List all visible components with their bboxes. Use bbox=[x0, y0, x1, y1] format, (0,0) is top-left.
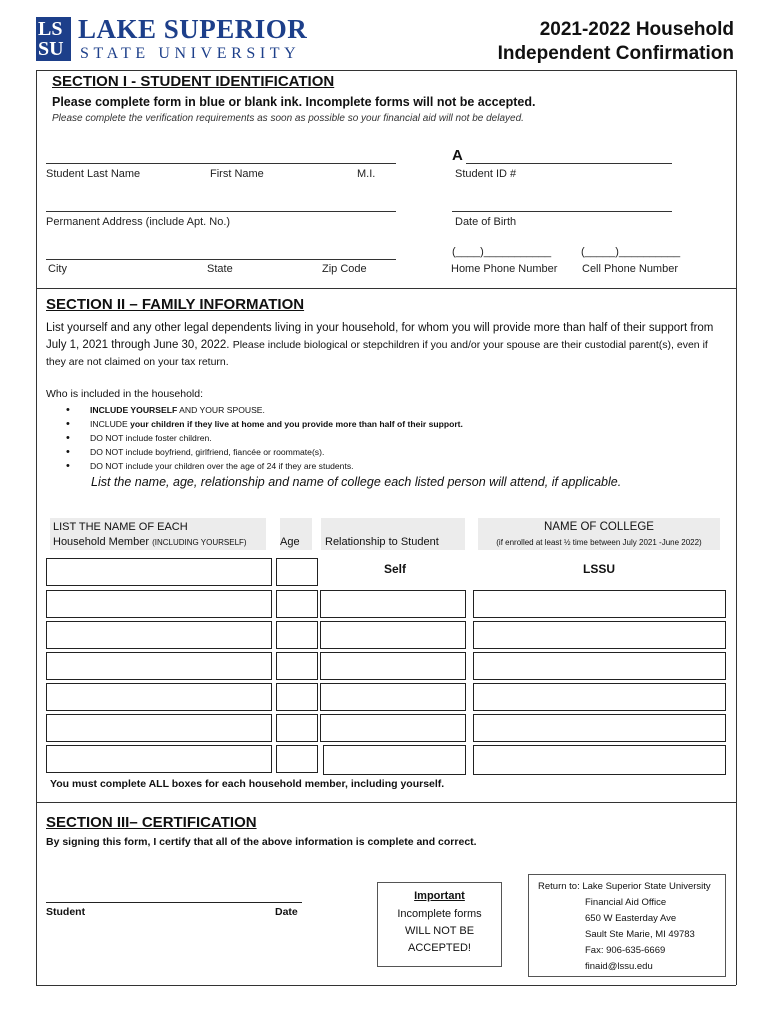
home-phone-field[interactable]: (____)___________ bbox=[452, 246, 552, 258]
address-field[interactable] bbox=[46, 211, 396, 212]
member-age-input[interactable] bbox=[276, 652, 318, 680]
return-line2: Financial Aid Office bbox=[585, 897, 667, 908]
logo-mark-bottom: SU bbox=[38, 38, 64, 60]
member-header: LIST THE NAME OF EACH Household Member (INCLUDING YOURSELF) bbox=[50, 518, 266, 550]
dob-field[interactable] bbox=[452, 211, 672, 212]
top-rule bbox=[36, 70, 736, 71]
member-name-input[interactable] bbox=[46, 745, 272, 773]
member-age-input[interactable] bbox=[276, 621, 318, 649]
important-line1: Incomplete forms bbox=[397, 908, 482, 920]
member-relationship-input[interactable] bbox=[320, 621, 466, 649]
relationship-header: Relationship to Student bbox=[321, 518, 465, 550]
family-instructions-1: List yourself and any other legal dependents living in your household, for whom you will provide more than half of their support from July 1, 2021 through June 30, 2022. bbox=[46, 322, 714, 351]
member-college-input[interactable] bbox=[473, 652, 726, 680]
rule-item: • DO NOT include your children over the age of 24 if they are students. bbox=[66, 459, 463, 473]
member-college-input[interactable] bbox=[473, 714, 726, 742]
member-age-input[interactable] bbox=[276, 714, 318, 742]
return-line3: 650 W Easterday Ave bbox=[585, 913, 677, 924]
last-name-label: Student Last Name bbox=[46, 168, 141, 180]
date-label: Date bbox=[275, 906, 298, 918]
member-college-input[interactable] bbox=[473, 745, 726, 775]
family-instructions-2: Please include biological or stepchildren if you and/or your spouse are their custodial parent(s), even if they are not claimed on your tax return. bbox=[46, 339, 708, 368]
city-state-zip-field[interactable] bbox=[46, 259, 396, 260]
table-footnote: You must complete ALL boxes for each household member, including yourself. bbox=[50, 778, 445, 790]
member-college-input[interactable] bbox=[473, 621, 726, 649]
return-line1: Return to: Lake Superior State University bbox=[538, 881, 711, 892]
logo-mark-top: LS bbox=[38, 18, 63, 40]
important-line2: WILL NOT BE bbox=[404, 925, 475, 937]
member-college-input[interactable] bbox=[473, 683, 726, 711]
first-name-label: First Name bbox=[210, 168, 264, 180]
member-relationship-input[interactable] bbox=[320, 714, 466, 742]
household-rules-list bbox=[66, 403, 463, 473]
cell-phone-field[interactable]: (_____)__________ bbox=[581, 246, 681, 258]
rule-item: • INCLUDE YOURSELF AND YOUR SPOUSE. bbox=[66, 403, 463, 417]
student-name-field[interactable] bbox=[46, 163, 396, 164]
mi-label: M.I. bbox=[357, 168, 376, 180]
important-title: Important bbox=[414, 890, 465, 902]
college-lssu: LSSU bbox=[583, 562, 616, 576]
form-title bbox=[498, 18, 734, 66]
member-age-input[interactable] bbox=[276, 558, 318, 586]
logo-subtitle: STATE UNIVERSITY bbox=[80, 45, 301, 62]
member-age-input[interactable] bbox=[276, 745, 318, 773]
rule-item: • INCLUDE your children if they live at home and you provide more than half of their support. bbox=[66, 417, 463, 431]
college-header: NAME OF COLLEGE (if enrolled at least ½ time between July 2021 -June 2022) bbox=[478, 518, 720, 550]
verification-note: Please complete the verification requirements as soon as possible so your financial aid will not be delayed. bbox=[52, 113, 524, 124]
student-id-label: Student ID # bbox=[455, 168, 517, 180]
family-instructions bbox=[46, 320, 726, 371]
member-college-input[interactable] bbox=[473, 590, 726, 618]
member-relationship-input[interactable] bbox=[320, 590, 466, 618]
form-title-line1: 2021-2022 Household bbox=[539, 19, 734, 40]
address-label: Permanent Address (include Apt. No.) bbox=[46, 216, 231, 228]
signature-line[interactable] bbox=[46, 902, 302, 903]
return-fax: Fax: 906-635-6669 bbox=[585, 945, 666, 956]
lssu-logo-mark bbox=[36, 17, 71, 61]
member-name-input[interactable] bbox=[46, 621, 272, 649]
section-1-heading: SECTION I - STUDENT IDENTIFICATION bbox=[52, 73, 335, 90]
section-divider-1 bbox=[36, 288, 736, 289]
city-label: City bbox=[48, 263, 67, 275]
section-divider-2 bbox=[36, 802, 736, 803]
important-line3: ACCEPTED! bbox=[408, 942, 471, 954]
state-label: State bbox=[207, 263, 233, 275]
return-address bbox=[528, 874, 726, 977]
home-phone-label: Home Phone Number bbox=[451, 263, 558, 275]
zip-label: Zip Code bbox=[322, 263, 367, 275]
student-signature-label: Student bbox=[46, 906, 86, 918]
section-3-heading: SECTION III– CERTIFICATION bbox=[46, 814, 257, 831]
member-name-input[interactable] bbox=[46, 683, 272, 711]
student-id-field[interactable] bbox=[466, 163, 672, 164]
list-instruction: List the name, age, relationship and name of college each listed person will attend, if applicable. bbox=[91, 475, 622, 489]
member-name-input[interactable] bbox=[46, 714, 272, 742]
relationship-self: Self bbox=[384, 562, 407, 576]
dob-label: Date of Birth bbox=[455, 216, 517, 228]
age-header: Age bbox=[280, 518, 312, 550]
return-email[interactable]: finaid@lssu.edu bbox=[585, 961, 653, 972]
rule-item: • DO NOT include boyfriend, girlfriend, fiancée or roommate(s). bbox=[66, 445, 463, 459]
who-included-label: Who is included in the household: bbox=[46, 388, 204, 400]
member-name-input[interactable] bbox=[46, 558, 272, 586]
member-age-input[interactable] bbox=[276, 590, 318, 618]
member-age-input[interactable] bbox=[276, 683, 318, 711]
section-2-heading: SECTION II – FAMILY INFORMATION bbox=[46, 296, 305, 313]
member-name-input[interactable] bbox=[46, 652, 272, 680]
cell-phone-label: Cell Phone Number bbox=[582, 263, 678, 275]
form-title-line2: Independent Confirmation bbox=[497, 43, 734, 64]
student-id-prefix: A bbox=[452, 147, 463, 164]
member-relationship-input[interactable] bbox=[320, 683, 466, 711]
ink-instruction: Please complete form in blue or blank ink. Incomplete forms will not be accepted. bbox=[52, 95, 536, 109]
rule-item: • DO NOT include foster children. bbox=[66, 431, 463, 445]
member-relationship-input[interactable] bbox=[320, 652, 466, 680]
important-notice bbox=[377, 882, 502, 967]
member-relationship-input[interactable] bbox=[323, 745, 466, 775]
certification-statement: By signing this form, I certify that all of the above information is complete and correct. bbox=[46, 836, 477, 848]
bottom-rule bbox=[36, 985, 736, 986]
logo-name: LAKE SUPERIOR bbox=[78, 14, 308, 44]
member-name-input[interactable] bbox=[46, 590, 272, 618]
return-line4: Sault Ste Marie, MI 49783 bbox=[585, 929, 695, 940]
